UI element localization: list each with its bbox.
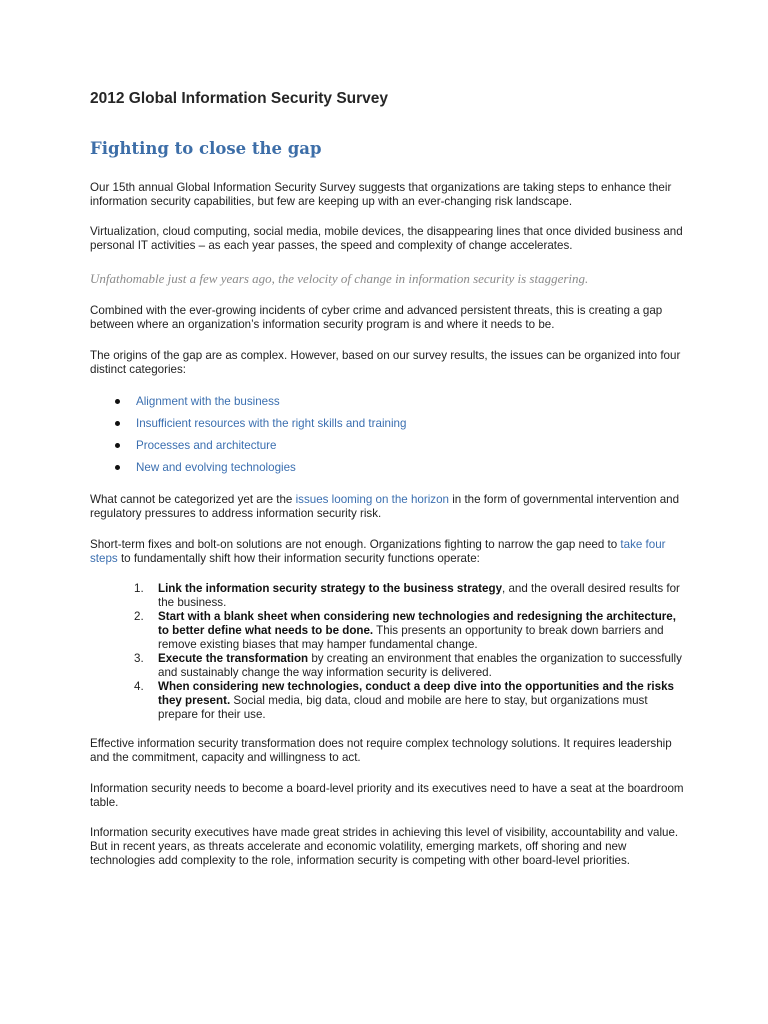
step-bold-text: Execute the transformation [158,652,309,665]
step-number: 2. [134,610,144,623]
paragraph-short-term [90,538,686,566]
bullet-icon [115,421,120,426]
bullet-icon [115,443,120,448]
paragraph-origins: The origins of the gap are as complex. However, based on our survey results, the issues can be organized into four distinct categories: [90,349,681,376]
category-link[interactable]: New and evolving technologies [136,461,296,474]
paragraph-text: to fundamentally shift how their information security functions operate: [117,552,480,565]
paragraph-text: in the form of governmental intervention and regulatory pressures to address information security risk. [90,493,680,520]
list-item [90,652,686,680]
category-link[interactable]: Processes and architecture [136,439,277,452]
step-text: Social media, big data, cloud and mobile are here to stay, but organizations must prepare for their use. [158,694,648,721]
step-number: 4. [134,680,144,693]
paragraph-executives: Information security executives have made great strides in achieving this level of visibility, accountability and value. But in recent years, as threats accelerate and economic volatility, emerging markets, off shoring and new technologies add complexity to the role, information security is competing with other board-level priorities. [90,826,679,867]
paragraph-transformation: Effective information security transformation does not require complex technology solutions. It requires leadership and the commitment, capacity and willingness to act. [90,737,672,764]
paragraph-intro: Our 15th annual Global Information Security Survey suggests that organizations are taking steps to enhance their information security capabilities, but few are keeping up with an ever-changing risk landscape. [90,181,672,208]
category-link[interactable]: Alignment with the business [136,395,280,408]
step-text: , and the overall desired results for the business. [158,582,680,609]
list-item [90,610,686,652]
steps-list [90,582,686,722]
list-item [90,582,686,610]
paragraph-text: Short-term fixes and bolt-on solutions are not enough. Organizations fighting to narrow the gap need to [90,538,621,551]
step-text: This presents an opportunity to break down barriers and remove existing biases that may hamper fundamental change. [158,624,664,651]
category-link[interactable]: Insufficient resources with the right skills and training [136,417,407,430]
bullet-icon [115,465,120,470]
bullet-icon [115,399,120,404]
step-bold-text: Start with a blank sheet when considering new technologies and redesigning the architecture, to better define what needs to be done. [158,610,676,637]
step-number: 1. [134,582,144,595]
step-number: 3. [134,652,144,665]
paragraph-board-level: Information security needs to become a board-level priority and its executives need to have a seat at the boardroom table. [90,782,684,809]
document-title: 2012 Global Information Security Survey [90,90,389,107]
step-text: by creating an environment that enables the organization to successfully and sustainably change the way information security is delivered. [158,652,682,679]
paragraph-virtualization: Virtualization, cloud computing, social media, mobile devices, the disappearing lines that once divided business and personal IT activities – as each year passes, the speed and complexity of change accelerates. [90,225,683,252]
step-bold-text: Link the information security strategy to the business strategy [158,582,503,595]
paragraph-horizon [90,493,686,521]
step-bold-text: When considering new technologies, conduct a deep dive into the opportunities and the risks they present. [158,680,674,707]
issues-horizon-link[interactable]: issues looming on the horizon [295,493,449,506]
pull-quote: Unfathomable just a few years ago, the velocity of change in information security is staggering. [90,271,589,286]
section-heading: Fighting to close the gap [90,139,322,158]
paragraph-gap: Combined with the ever-growing incidents of cyber crime and advanced persistent threats, this is creating a gap between where an organization’s information security program is and where it needs to be. [90,304,663,331]
paragraph-text: What cannot be categorized yet are the [90,493,296,506]
take-four-steps-link[interactable]: take four steps [90,538,666,565]
list-item [90,680,686,722]
